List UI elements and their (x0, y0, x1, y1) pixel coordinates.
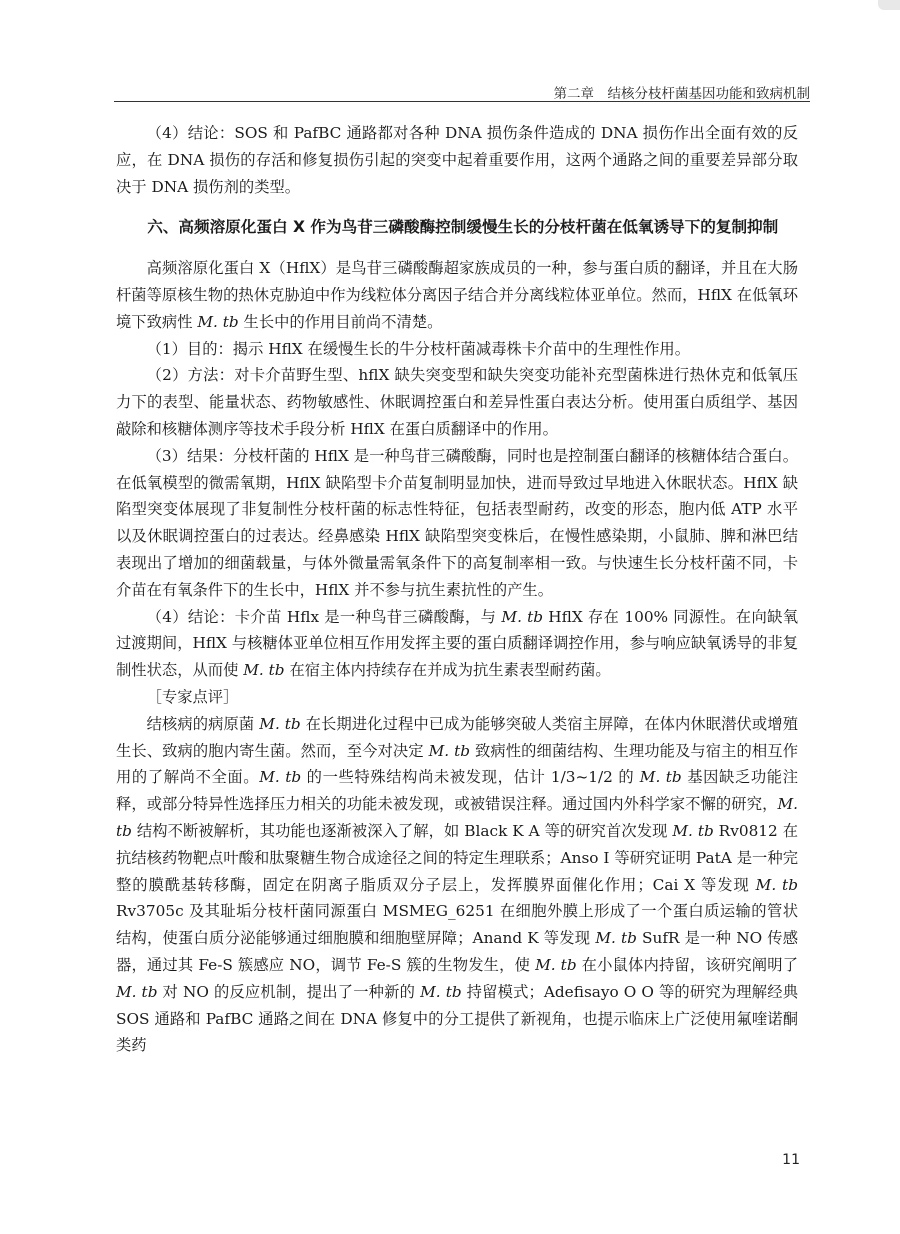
species-name: M. tb (116, 982, 158, 1001)
body-text (116, 120, 798, 1059)
section-heading: 六、高频溶原化蛋白 X 作为鸟苷三磷酸酶控制缓慢生长的分枝杆菌在低氧诱导下的复制抑制 (147, 218, 779, 237)
header-rule (114, 101, 810, 102)
text-run: 在小鼠体内持留，该研究阐明了 (576, 955, 798, 974)
species-name: M. tb (595, 929, 637, 948)
text-run: HflX 存在 100% 同源性。在向缺氧过渡期间，HflX 与核糖体亚单位相互作用发挥主要的蛋白质翻译调控作用，参与响应缺氧诱导的非复制性状态，从而使 (116, 607, 798, 680)
paragraph-intro (116, 255, 798, 335)
expert-comment-label: ［专家点评］ (146, 687, 239, 706)
paragraph-results: （3）结果：分枝杆菌的 HflX 是一种鸟苷三磷酸酶，同时也是控制蛋白翻译的核糖体结合蛋白。在低氧模型的微需氧期，HflX 缺陷型卡介苗复制明显加快，进而导致过早地进入休眠状态。HflX 缺陷型突变体展现了非复制性分枝杆菌的标志性特征，包括表型耐药，改变的形态，胞内低 ATP 水平以及休眠调控蛋白的过表达。经鼻感染 HflX 缺陷型突变株后，在慢性感染期，小鼠肺、脾和淋巴结表现出了增加的细菌载量，与体外微量需氧条件下的高复制率相一致。与快速生长分枝杆菌不同，卡介苗在有氧条件下的生长中，HflX 并不参与抗生素抗性的产生。 (116, 446, 798, 599)
page-number: 11 (782, 1152, 800, 1168)
text-run: Rv3705c 及其耻垢分枝杆菌同源蛋白 MSMEG_6251 在细胞外膜上形成了一个蛋白质运输的管状结构，使蛋白质分泌能够通过细胞膜和细胞壁屏障；Anand K 等发现 (116, 902, 798, 948)
paragraph-method: （2）方法：对卡介苗野生型、hflX 缺失突变型和缺失突变功能补充型菌株进行热休克和低氧压力下的表型、能量状态、药物敏感性、休眠调控蛋白和差异性蛋白表达分析。使用蛋白质组学、基因敲除和核糖体测序等技术手段分析 HflX 在蛋白质翻译中的作用。 (116, 366, 798, 438)
species-name: M. tb (116, 795, 798, 840)
species-name: M. tb (259, 714, 301, 733)
running-head: 第二章 结核分枝杆菌基因功能和致病机制 (553, 86, 810, 102)
species-name: M. tb (501, 607, 544, 626)
paragraph-objective: （1）目的：揭示 HflX 在缓慢生长的牛分枝杆菌减毒株卡介苗中的生理性作用。 (146, 339, 690, 358)
paragraph-expert-comment (116, 711, 798, 1059)
text-run: 基因缺乏功能注释，或部分特异性选择压力相关的功能未被发现，或被错误注释。通过国内外科学家不懈的研究， (116, 768, 798, 814)
species-name: M. tb (755, 875, 798, 894)
text-run: 在宿主体内持续存在并成为抗生素表型耐药菌。 (284, 661, 611, 680)
text-run: 生长中的作用目前尚不清楚。 (238, 312, 443, 331)
paragraph-conclusion (116, 604, 798, 684)
species-name: M. tb (243, 661, 285, 680)
species-name: M. tb (639, 768, 682, 787)
text-run: 高频溶原化蛋白 X（HflX）是鸟苷三磷酸酶超家族成员的一种，参与蛋白质的翻译，并且在大肠杆菌等原核生物的热休克胁迫中作为线粒体分离因子结合并分离线粒体亚单位。然而，HflX 在低氧环境下致病性 (116, 259, 798, 331)
species-name: M. tb (535, 955, 577, 974)
text-run: 对 NO 的反应机制，提出了一种新的 (157, 982, 421, 1001)
species-name: M. tb (259, 768, 302, 787)
text-run: 结核病的病原菌 (146, 714, 260, 733)
text-run: 持留模式；Adefisayo O O 等的研究为理解经典 SOS 通路和 PafBC 通路之间在 DNA 修复中的分工提供了新视角，也提示临床上广泛使用氟喹诺酮类药 (116, 982, 798, 1055)
species-name: M. tb (197, 312, 239, 331)
text-run: Rv0812 在抗结核药物靶点叶酸和肽聚糖生物合成途径之间的特定生理联系；Anso I 等研究证明 PatA 是一种完整的膜酰基转移酶，固定在阴离子脂质双分子层上，发挥膜界面催化作用；Cai X 等发现 (116, 821, 798, 894)
text-run: SufR 是一种 NO 传感器，通过其 Fe-S 簇感应 NO，调节 Fe-S 簇的生物发生，使 (116, 929, 798, 974)
text-run: （4）结论：卡介苗 Hflx 是一种鸟苷三磷酸酶，与 (146, 607, 502, 626)
text-run: 的一些特殊结构尚未被发现，估计 1/3~1/2 的 (301, 768, 640, 787)
text-run: 致病性的细菌结构、生理功能及与宿主的相互作用的了解尚不全面。 (116, 741, 798, 787)
text-run: 在长期进化过程中已成为能够突破人类宿主屏障，在体内休眠潜伏或增殖生长、致病的胞内寄生菌。然而，至今对决定 (116, 714, 798, 760)
corner-mark (878, 0, 900, 10)
species-name: M. tb (672, 821, 714, 840)
text-run: 结构不断被解析，其功能也逐渐被深入了解，如 Black K A 等的研究首次发现 (131, 821, 673, 840)
paragraph-conclusion-4: （4）结论：SOS 和 PafBC 通路都对各种 DNA 损伤条件造成的 DNA 损伤作出全面有效的反应，在 DNA 损伤的存活和修复损伤引起的突变中起着重要作用，这两个通路之间的重要差异部分取决于 DNA 损伤剂的类型。 (116, 124, 798, 196)
species-name: M. tb (420, 982, 462, 1001)
species-name: M. tb (428, 741, 471, 760)
